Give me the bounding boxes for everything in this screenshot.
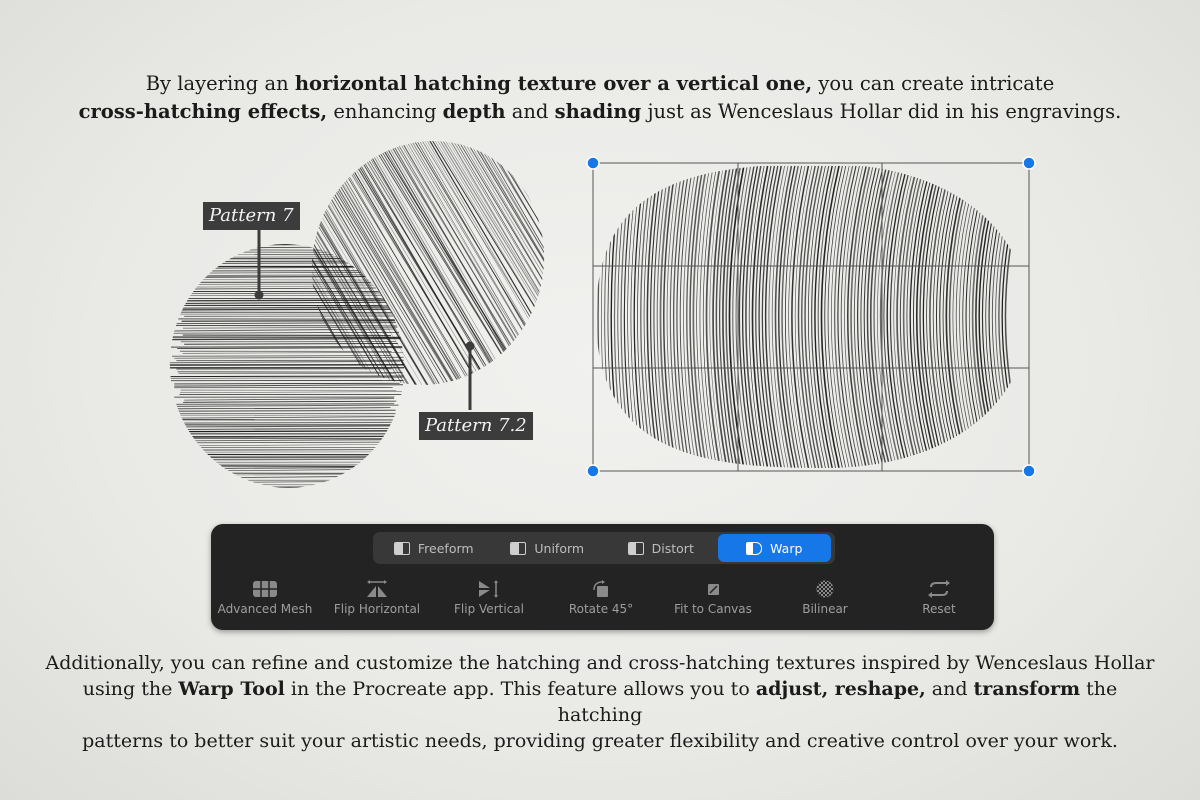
advanced-mesh-button[interactable] [209, 580, 321, 616]
distort-icon [628, 542, 644, 555]
outro-text: using the [82, 678, 179, 700]
intro-text: just as Wenceslaus Hollar did in his engravings. [641, 100, 1122, 123]
reset-icon [927, 580, 951, 598]
mode-label: Warp [770, 540, 803, 556]
outro-text: patterns to better suit your artistic needs, providing greater flexibility and creative control over your work. [82, 730, 1118, 752]
outro-emphasis: transform [973, 678, 1081, 700]
intro-emphasis: cross-hatching effects, [78, 100, 328, 123]
fit-to-canvas-button[interactable] [657, 580, 769, 616]
transform-actions [211, 580, 994, 624]
flip-vertical-icon [477, 580, 501, 598]
action-label: Bilinear [802, 602, 848, 616]
mode-distort-button[interactable] [604, 534, 718, 562]
fit-canvas-icon [701, 580, 725, 598]
uniform-icon [510, 542, 526, 555]
handle-top-right[interactable] [1023, 157, 1035, 169]
action-label: Fit to Canvas [674, 602, 752, 616]
mode-freeform-button[interactable] [377, 534, 491, 562]
reset-button[interactable] [883, 580, 995, 616]
mode-uniform-button[interactable] [491, 534, 605, 562]
flip-vertical-button[interactable] [433, 580, 545, 616]
pointer-dot-pattern-7 [255, 291, 264, 300]
bilinear-button[interactable] [769, 580, 881, 616]
outro-text: Additionally, you can refine and customize the hatching and cross-hatching textures inspired by Wenceslaus Hollar [45, 652, 1155, 674]
bilinear-icon [813, 580, 837, 598]
intro-text: you can create intricate [812, 72, 1055, 95]
mode-label: Distort [651, 540, 694, 556]
flip-horizontal-icon [365, 580, 389, 598]
intro-emphasis: horizontal hatching texture over a vertical one, [294, 72, 813, 95]
label-pattern-7-2: Pattern 7.2 [419, 412, 533, 440]
action-label: Flip Vertical [454, 602, 524, 616]
outro-paragraph [40, 650, 1160, 754]
handle-top-left[interactable] [587, 157, 599, 169]
outro-emphasis: Warp Tool [178, 678, 285, 700]
rotate-icon [589, 580, 613, 598]
grid-mesh-icon [252, 580, 278, 598]
warped-hatch-texture [591, 166, 1029, 468]
rotate-45-button[interactable] [545, 580, 657, 616]
action-label: Advanced Mesh [217, 602, 313, 616]
mode-label: Uniform [534, 540, 585, 556]
pointer-dot-pattern-7-2 [466, 342, 475, 351]
freeform-icon [394, 542, 410, 555]
intro-text: enhancing [327, 100, 443, 123]
warp-icon [746, 542, 762, 555]
outro-text: in the Procreate app. This feature allows you to [284, 678, 756, 700]
intro-text: By layering an [145, 72, 295, 95]
outro-text: and [925, 678, 974, 700]
transform-toolbar [211, 524, 994, 630]
flip-horizontal-button[interactable] [321, 580, 433, 616]
action-label: Flip Horizontal [333, 602, 421, 616]
action-label: Rotate 45° [568, 602, 634, 616]
mode-label: Freeform [417, 540, 474, 556]
intro-emphasis: depth [442, 100, 506, 123]
label-pattern-7: Pattern 7 [203, 202, 300, 230]
outro-text: the hatching [557, 678, 1118, 726]
outro-emphasis: adjust, reshape, [755, 678, 926, 700]
transform-mode-selector [373, 532, 835, 564]
cross-hatching-illustration [160, 138, 560, 498]
action-label: Reset [922, 602, 956, 616]
intro-paragraph [60, 70, 1140, 126]
warp-transform-canvas [586, 156, 1036, 478]
intro-text: and [505, 100, 555, 123]
handle-bottom-left[interactable] [587, 465, 599, 477]
intro-emphasis: shading [554, 100, 642, 123]
handle-bottom-right[interactable] [1023, 465, 1035, 477]
mode-warp-button[interactable] [718, 534, 832, 562]
